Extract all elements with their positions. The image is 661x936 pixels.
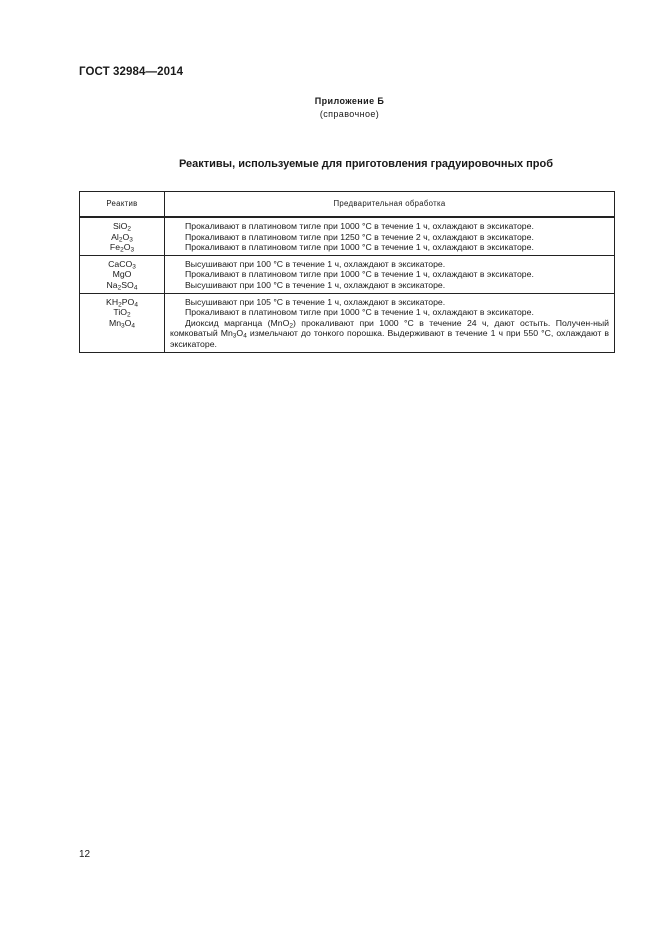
subscript: 4 <box>133 284 138 292</box>
reagent-formula: $Mn_3O_4$ <box>108 317 136 330</box>
subscript: 4 <box>243 332 247 340</box>
treatment-line: Высушивают при 105 °С в течение 1 ч, охлаждают в эксикаторе. <box>185 296 446 307</box>
subscript: 4 <box>131 322 136 330</box>
reagent-formula: $Al_2O_3$ <box>111 231 133 244</box>
treatment-line: Прокаливают в платиновом тигле при 1000 °С в течение 1 ч, охлаждают в эксикаторе. <box>185 221 534 231</box>
table-title: Реактивы, используемые для приготовления градуировочных проб <box>178 158 554 170</box>
reagent-formula: MgO <box>112 269 132 280</box>
treatment-cell <box>165 293 615 352</box>
subscript: 4 <box>134 301 138 309</box>
subscript: 2 <box>120 246 124 254</box>
page-number: 12 <box>79 849 91 860</box>
table-row <box>80 255 615 293</box>
appendix-subtitle: (справочное) <box>319 108 380 119</box>
appendix-heading <box>0 95 661 120</box>
treatment-line: Прокаливают в платиновом тигле при 1000 °С в течение 1 ч, охлаждают в эксикаторе. <box>185 269 534 280</box>
reagents-table <box>79 191 615 353</box>
reagent-formula: $Fe_2O_3$ <box>109 242 135 254</box>
reagent-formula: $Na_2SO_4$ <box>106 279 138 292</box>
reagent-cell <box>80 255 165 293</box>
column-header-treatment: Предварительная обработка <box>165 192 615 218</box>
reagent-formula: $KH_2PO_4$ <box>106 296 138 309</box>
treatment-cell <box>165 217 615 255</box>
reagent-formula: CaCO$_3$ <box>108 258 136 271</box>
treatment-line: Высушивают при 100 °С в течение 1 ч, охлаждают в эксикаторе. <box>185 279 446 290</box>
subscript: 3 <box>130 246 135 254</box>
treatment-line: Прокаливают в платиновом тигле при 1000 °С в течение 1 ч, охлаждают в эксикаторе. <box>185 242 534 253</box>
column-header-reagent: Реактив <box>80 192 165 218</box>
subscript: 3 <box>129 236 133 244</box>
reagent-formula: TiO$_2$ <box>113 307 131 319</box>
reagent-formula: SiO$_2$ <box>112 221 132 233</box>
reagent-cell <box>80 217 165 255</box>
document-code: ГОСТ 32984—2014 <box>79 66 184 78</box>
table-body <box>80 217 615 352</box>
subscript: 2 <box>118 301 122 309</box>
appendix-title: Приложение Б <box>314 96 385 106</box>
subscript: 3 <box>232 332 237 340</box>
subscript: 3 <box>132 263 136 271</box>
treatment-cell <box>165 255 615 293</box>
subscript: 2 <box>117 284 122 292</box>
subscript: 2 <box>127 225 132 233</box>
treatment-line: Прокаливают в платиновом тигле при 1000 °С в течение 1 ч, охлаждают в эксикаторе. <box>185 307 534 318</box>
table-row <box>80 217 615 255</box>
table-header-row <box>80 192 615 218</box>
subscript: 2 <box>127 311 131 319</box>
table-row <box>80 293 615 352</box>
subscript: 3 <box>121 322 125 330</box>
subscript: 2 <box>118 236 123 244</box>
subscript: 2 <box>289 322 293 330</box>
reagent-cell <box>80 293 165 352</box>
treatment-paragraph: Диоксид марганца (MnO$_2$) прокаливают при 1000 °С в течение 24 ч, дают остыть. Получен-ный комковатый $Mn_3O_4$ измельчают до тонкого порошка. Выдерживают в течение 1 ч при 550 °С, охлаждают в эксикаторе. <box>170 317 610 349</box>
treatment-line: Высушивают при 100 °С в течение 1 ч, охлаждают в эксикаторе. <box>185 258 446 269</box>
treatment-line: Прокаливают в платиновом тигле при 1250 °С в течение 2 ч, охлаждают в эксикаторе. <box>185 231 534 242</box>
